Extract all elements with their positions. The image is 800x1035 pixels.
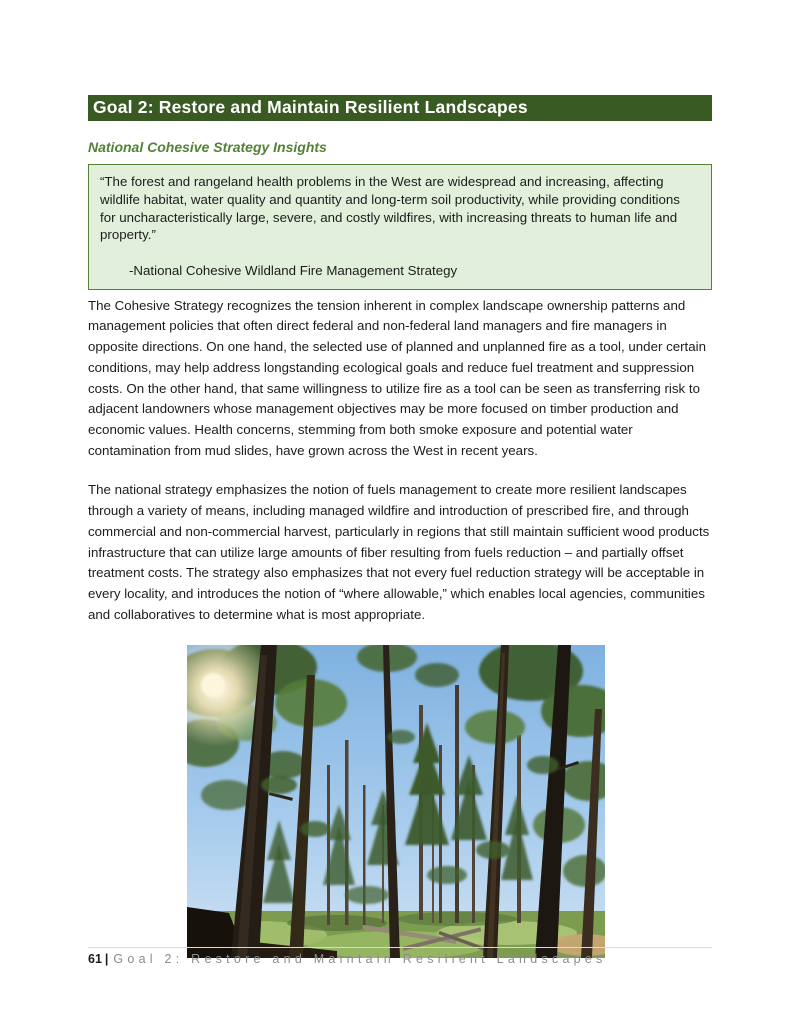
- quote-text: “The forest and rangeland health problems in the West are widespread and increasing, affecting wildlife habitat, water quality and quantity and long-term soil productivity, while providing conditions for uncharacteristically large, severe, and costly wildfires, with increasing threats to human life and property.”: [100, 174, 680, 243]
- footer-page-number: 61: [88, 952, 102, 966]
- footer-separator: |: [104, 952, 109, 966]
- goal-2-section-header: Goal 2: Restore and Maintain Resilient Landscapes: [88, 95, 712, 121]
- forest-photo: [187, 645, 605, 958]
- page-content: [88, 0, 712, 958]
- body-paragraph-1: The Cohesive Strategy recognizes the tension inherent in complex landscape ownership patterns and management policies that often direct federal and non-federal land managers and fire managers in opposite directions. On one hand, the selected use of planned and unplanned fire as a tool, under certain conditions, may help address longstanding ecological goals and reduce fuel treatment and suppression costs. On the other hand, that same willingness to utilize fire as a tool can be seen as transferring risk to adjacent landowners whose management objectives may be more focused on timber production and economic values. Health concerns, stemming from both smoke exposure and potential water contamination from mud slides, have grown across the West in recent years.: [88, 297, 707, 458]
- quote-attribution: -National Cohesive Wildland Fire Management Strategy: [129, 262, 458, 278]
- forest-photo-illustration: [187, 645, 605, 958]
- insights-subheading: National Cohesive Strategy Insights: [88, 139, 327, 155]
- footer-section-title: Goal 2: Restore and Maintain Resilient Landscapes: [113, 952, 607, 966]
- page-footer: [88, 947, 712, 967]
- cohesive-strategy-quote-box: [88, 164, 712, 290]
- body-paragraph-2: The national strategy emphasizes the notion of fuels management to create more resilient landscapes through a variety of means, including managed wildfire and introduction of prescribed fire, and through commercial and non-commercial harvest, particularly in regions that still maintain sufficient wood products infrastructure that can utilize large amounts of fiber resulting from fuels reduction – and partially offset treatment costs. The strategy also emphasizes that not every fuel reduction strategy will be acceptable in every locality, and introduces the notion of “where allowable,” which enables local agencies, communities and collaboratives to determine what is most appropriate.: [88, 482, 710, 622]
